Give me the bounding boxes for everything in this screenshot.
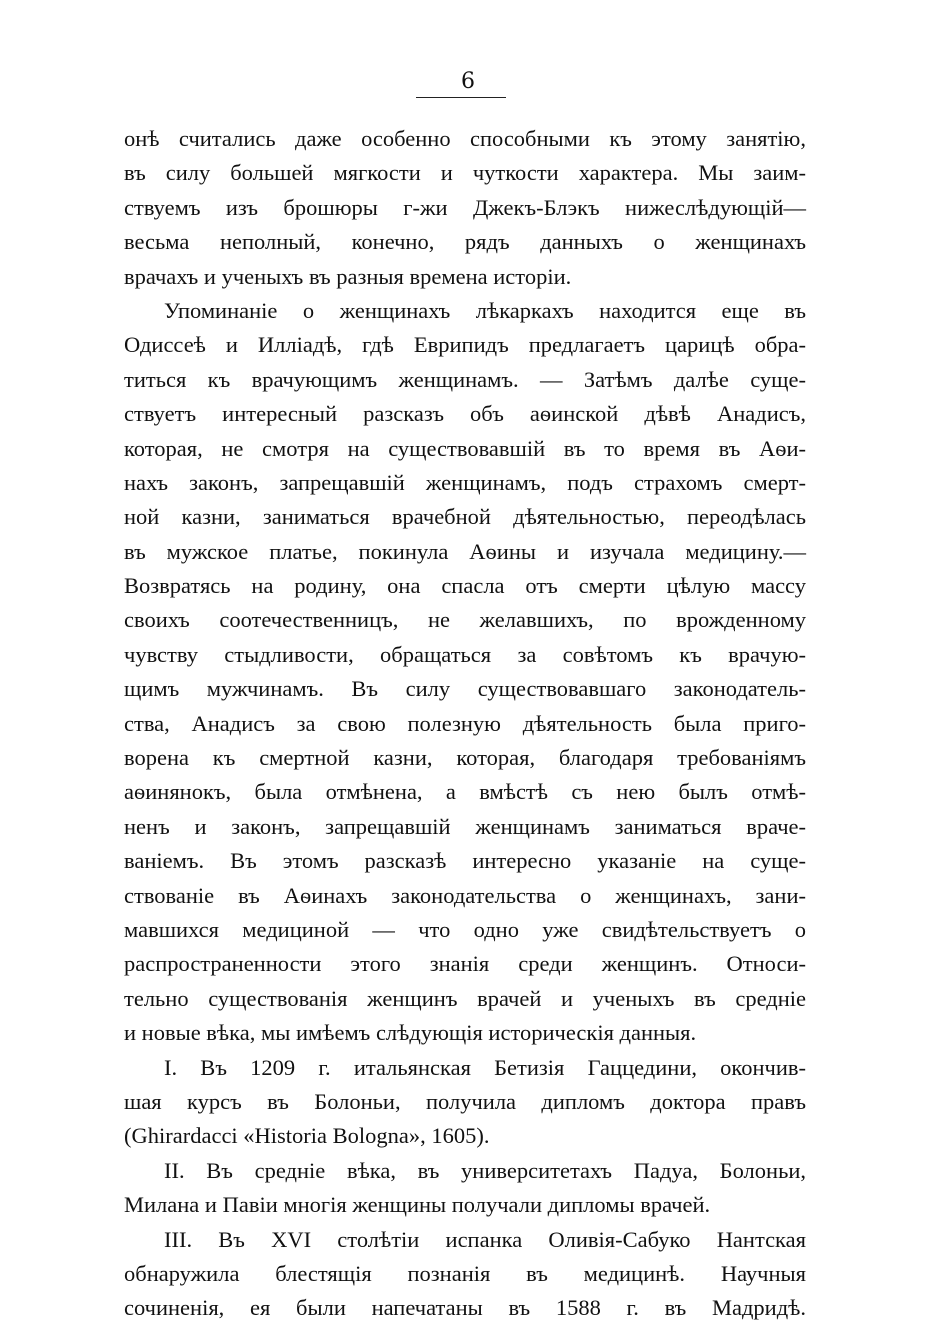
paragraph-2-line: ваніемъ. Въ этомъ разсказѣ интересно указаніе на суще- [124,848,806,874]
paragraph-2-line: и новые вѣка, мы имѣемъ слѣдующія историческія данныя. [124,1020,697,1046]
paragraph-2-line: нахъ законъ, запрещавшій женщинамъ, подъ страхомъ смерт- [124,469,806,495]
page-number: 6 [461,69,475,94]
paragraph-2-line: ворена къ смертной казни, которая, благодаря требованіямъ [124,745,806,771]
paragraph-5-line: обнаружила блестящія познанія въ медицинѣ. Научныя [124,1260,806,1286]
paragraph-2-line: аѳинянокъ, была отмѣнена, а вмѣстѣ съ нею былъ отмѣ- [124,779,806,805]
paragraph-2-line: мавшихся медициной — что одно уже свидѣтельствуетъ о [124,916,806,942]
paragraph-1-line: ствуемъ изъ брошюры г-жи Джекъ-Блэкъ нижеслѣдующій— [124,194,806,220]
paragraph-5-line: III. Въ XVI столѣтіи испанка Оливія-Сабуко Нантская [164,1226,806,1252]
paragraph-4-line: II. Въ средніе вѣка, въ университетахъ Падуа, Болоньи, [164,1157,806,1183]
body-text [124,122,806,1326]
paragraph-1-line: врачахъ и ученыхъ въ разныя времена исторіи. [124,263,572,289]
paragraph-2-line: въ мужское платье, покинула Аѳины и изучала медицину.— [124,538,806,564]
paragraph-4-line: Милана и Павіи многія женщины получали дипломы врачей. [124,1192,711,1218]
paragraph-2-line: ненъ и законъ, запрещавшій женщинамъ заниматься враче- [124,813,806,839]
paragraph-2-line: тельно существованія женщинъ врачей и ученыхъ въ средніе [124,985,806,1011]
paragraph-2-line: Возвратясь на родину, она спасла отъ смерти цѣлую массу [124,573,806,599]
paragraph-2-line: распространенности этого знанія среди женщинъ. Относи- [124,951,806,977]
paragraph-3-line: шая курсъ въ Болоньи, получила дипломъ доктора правъ [124,1088,806,1114]
paragraph-1-line: весьма неполный, конечно, рядъ данныхъ о женщинахъ [124,229,806,255]
paragraph-5-line: сочиненія, ея были напечатаны въ 1588 г. въ Мадридѣ. [124,1295,806,1321]
paragraph-2-line: ствуетъ интересный разсказъ объ аѳинской дѣвѣ Анадисъ, [124,401,806,427]
paragraph-2-line: которая, не смотря на существовавшій въ то время въ Аѳи- [124,435,806,461]
paragraph-2-line: чувству стыдливости, обращаться за совѣтомъ къ врачую- [124,641,806,667]
paragraph-2-line: титься къ врачующимъ женщинамъ. — Затѣмъ далѣе суще- [124,366,806,392]
paragraph-2-line: своихъ соотечественницъ, не желавшихъ, по врожденному [124,607,806,633]
paragraph-2-line: ствованіе въ Аѳинахъ законодательства о женщинахъ, зани- [124,882,806,908]
paragraph-2-line: Одиссеѣ и Илліадѣ, гдѣ Еврипидъ предлагаетъ царицѣ обра- [124,332,806,358]
paragraph-2-line: щимъ мужчинамъ. Въ силу существовавшаго законодатель- [124,676,806,702]
paragraph-3-line: (Ghirardacci «Historia Bologna», 1605). [124,1123,490,1149]
paragraph-2-line: ной казни, заниматься врачебной дѣятельностью, переодѣлась [124,504,806,530]
paragraph-1-line: въ силу большей мягкости и чуткости характера. Мы заим- [124,160,806,186]
paragraph-2-line: ства, Анадисъ за свою полезную дѣятельность была приго- [124,710,806,736]
paragraph-2-line: Упоминаніе о женщинахъ лѣкаркахъ находится еще въ [164,297,806,323]
paragraph-3-line: I. Въ 1209 г. итальянская Бетизія Гаццедини, окончив- [164,1054,806,1080]
paragraph-1-line: онѣ считались даже особенно способными къ этому занятію, [124,126,806,151]
page-number-rule [416,97,506,98]
